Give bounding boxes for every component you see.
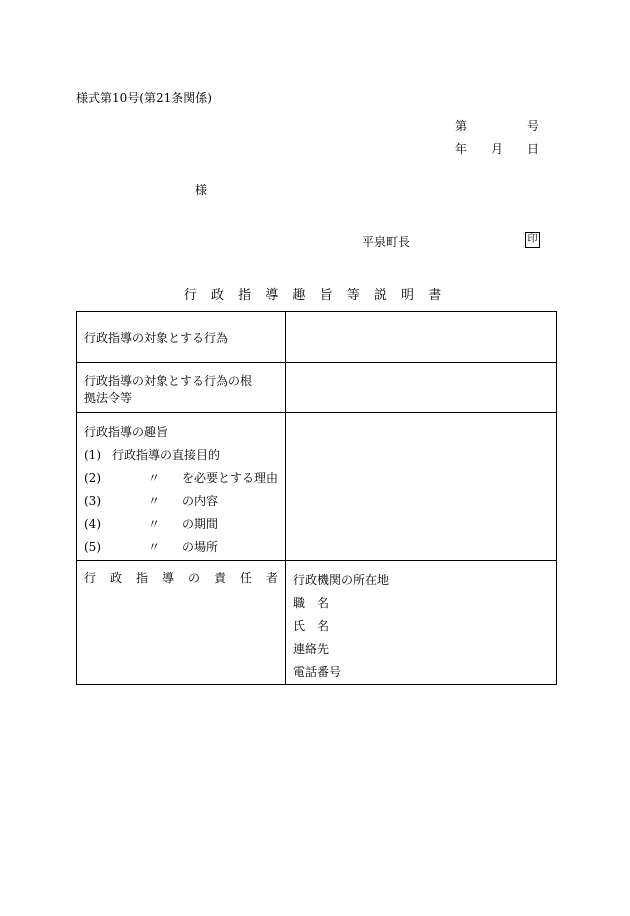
purpose-item-text: の期間: [182, 517, 219, 531]
table-row: [77, 363, 557, 413]
purpose-item: [84, 467, 278, 490]
purpose-item: [84, 490, 278, 513]
purpose-item: [84, 536, 278, 559]
legal-basis-label-cell: [77, 363, 286, 413]
title-char: 旨: [319, 288, 338, 303]
title-char: 等: [346, 288, 365, 303]
phone-number-field: 電話番号: [293, 665, 342, 679]
legal-basis-label-line: 拠法令等: [84, 391, 133, 405]
job-title-field: 職 名: [293, 596, 330, 610]
title-char: 書: [428, 288, 447, 303]
purpose-item-number: (5): [84, 540, 101, 554]
label-char: 導: [162, 571, 175, 585]
form-number: 様式第10号(第21条関係): [76, 91, 212, 105]
title-char: 指: [238, 288, 257, 303]
label-char: 指: [136, 571, 149, 585]
number-dai-label: 第: [455, 119, 468, 133]
title-char: 趣: [292, 288, 311, 303]
title-char: 政: [210, 288, 229, 303]
purpose-heading: 行政指導の趣旨: [84, 425, 169, 439]
seal-stamp-box: 印: [525, 232, 540, 248]
label-char: 行: [84, 571, 97, 585]
responsible-person-value-cell[interactable]: [286, 561, 557, 685]
ditto-mark: 〃: [147, 494, 160, 508]
table-row: [77, 561, 557, 685]
purpose-label-cell: [77, 413, 286, 561]
purpose-value-cell[interactable]: [286, 413, 557, 561]
issuer-name: 平泉町長: [362, 235, 411, 249]
target-action-label-cell: [77, 312, 286, 363]
number-go-label: 号: [526, 119, 539, 133]
label-char: 政: [110, 571, 123, 585]
agency-address-field: 行政機関の所在地: [293, 573, 390, 587]
label-char: の: [188, 571, 201, 585]
target-action-value-cell[interactable]: [286, 312, 557, 363]
label-char: 責: [214, 571, 227, 585]
purpose-label-block: [77, 413, 285, 559]
contact-field: 連絡先: [293, 642, 330, 656]
purpose-item-text: の場所: [182, 540, 219, 554]
title-char: 明: [401, 288, 420, 303]
purpose-item-number: (3): [84, 494, 101, 508]
addressee-suffix: 様: [195, 183, 208, 197]
responsible-person-fields: [286, 561, 556, 684]
label-char: 任: [240, 571, 253, 585]
responsible-person-label-cell: [77, 561, 286, 685]
purpose-item: [84, 513, 278, 536]
legal-basis-label: [77, 363, 285, 407]
table-row: [77, 312, 557, 363]
responsible-person-label: [77, 561, 285, 586]
legal-basis-label-line: 行政指導の対象とする行為の根: [84, 374, 253, 388]
purpose-item-text: 行政指導の直接目的: [112, 448, 221, 462]
date-month-label: 月: [490, 142, 503, 156]
purpose-item-number: (2): [84, 471, 101, 485]
title-char: 説: [373, 288, 392, 303]
date-line: [455, 140, 539, 157]
explanation-form-table: [76, 311, 557, 685]
document-number-line: [455, 117, 539, 134]
date-day-label: 日: [526, 142, 539, 156]
table-row: [77, 413, 557, 561]
purpose-item-number: (4): [84, 517, 101, 531]
purpose-item: [84, 444, 278, 467]
label-char: 者: [266, 571, 279, 585]
title-char: 導: [265, 288, 284, 303]
purpose-item-number: (1): [84, 448, 101, 462]
purpose-item-text: の内容: [182, 494, 219, 508]
target-action-label: 行政指導の対象とする行為: [84, 331, 229, 345]
ditto-mark: 〃: [147, 517, 160, 531]
ditto-mark: 〃: [147, 540, 160, 554]
document-title: [0, 284, 630, 303]
ditto-mark: 〃: [147, 471, 160, 485]
date-year-label: 年: [455, 142, 468, 156]
title-char: 行: [183, 288, 202, 303]
name-field: 氏 名: [293, 619, 330, 633]
purpose-item-text: を必要とする理由: [182, 471, 279, 485]
legal-basis-value-cell[interactable]: [286, 363, 557, 413]
